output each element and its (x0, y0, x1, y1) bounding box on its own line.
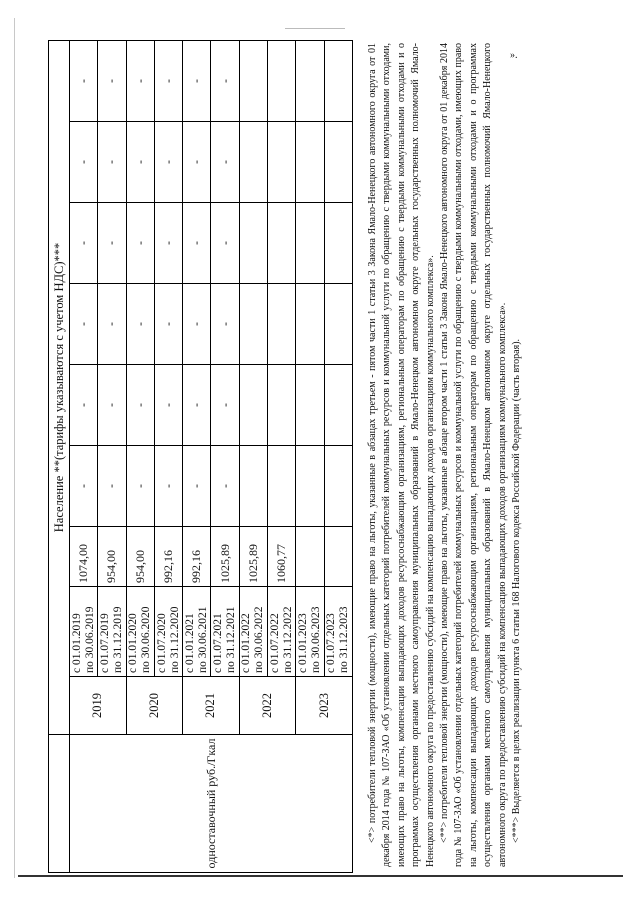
footnotes (366, 43, 524, 867)
tariff-value-cell: 1060,77 (268, 527, 296, 587)
data-cell (239, 40, 267, 121)
period-from: с 01.07.2023 (325, 613, 338, 673)
data-cell: - (98, 40, 126, 121)
data-cell: - (98, 446, 126, 527)
data-cell: - (154, 284, 182, 365)
footnote-1: <*> потребители тепловой энергии (мощности), имеющие право на льготы, указанные в абзацах третьем - пятом части 1 статьи 3 Закона Ямало-Ненецкого автономного округа от 01 декабря 2014 года № 107-ЗАО «Об установлении отдельных категорий потребителей коммунальных ресурсов и коммунальной услуги по обращению с твердыми коммунальными отходами, имеющих право на льготы, компенсации выпадающих доходов ресурсоснабжающим организациям, региональным операторам по обращению с твердыми коммунальными отходами и о программах осуществления органами местного самоуправления муниципальных образований в Ямало-Ненецком автономном округе отдельных государственных полномочий Ямало-Ненецкого автономного округа по предоставлению субсидий на компенсацию выпадающих доходов организациям коммунального комплекса». (367, 43, 436, 867)
data-cell (296, 122, 324, 203)
data-cell: - (70, 446, 98, 527)
data-cell (239, 203, 267, 284)
data-cell: - (211, 284, 239, 365)
period-to: по 30.06.2023 (310, 606, 323, 673)
data-cell (324, 122, 352, 203)
data-cell (268, 446, 296, 527)
data-cell (268, 203, 296, 284)
period-cell (239, 587, 267, 677)
data-cell (239, 284, 267, 365)
data-cell: - (154, 122, 182, 203)
data-cell (324, 284, 352, 365)
data-cell (296, 284, 324, 365)
data-cell: - (211, 40, 239, 121)
data-cell: - (183, 446, 211, 527)
footnote-3: <***> Выделяется в целях реализации пункта 6 статьи 168 Налогового кодекса Российской Федерации (часть вторая). (511, 338, 523, 843)
period-from: с 01.07.2019 (98, 613, 111, 673)
data-cell: - (98, 203, 126, 284)
year-cell: 2022 (239, 677, 296, 735)
data-cell: - (211, 203, 239, 284)
data-cell (296, 446, 324, 527)
scan-bottom-line (18, 875, 623, 877)
data-cell: - (183, 284, 211, 365)
period-to: по 31.12.2021 (225, 606, 238, 673)
data-cell (324, 40, 352, 121)
data-cell (239, 446, 267, 527)
tariff-value-cell: 992,16 (183, 527, 211, 587)
period-cell (183, 587, 211, 677)
data-cell: - (126, 122, 154, 203)
data-cell: - (70, 203, 98, 284)
data-cell (268, 122, 296, 203)
data-cell (324, 446, 352, 527)
period-to: по 30.06.2021 (196, 606, 209, 673)
data-cell: - (154, 365, 182, 446)
data-cell: - (126, 40, 154, 121)
data-cell: - (126, 203, 154, 284)
period-from: с 01.01.2023 (297, 613, 310, 673)
data-cell: - (183, 40, 211, 121)
data-cell (324, 203, 352, 284)
data-cell: - (154, 203, 182, 284)
data-cell (296, 365, 324, 446)
data-cell: - (183, 203, 211, 284)
data-cell: - (70, 40, 98, 121)
period-cell (70, 587, 98, 677)
data-cell: - (126, 365, 154, 446)
period-cell (98, 587, 126, 677)
footnote-2: <**> потребители тепловой энергии (мощности), имеющие право на льготы, указанные в абзаце втором части 1 статьи 3 Закона Ямало-Ненецкого автономного округа от 01 декабря 2014 года № 107-ЗАО «Об установлении отдельных категорий потребителей коммунальных ресурсов и коммунальной услуги по обращению с твердыми коммунальными отходами, имеющих право на льготы, компенсации выпадающих доходов ресурсоснабжающим организациям, региональным операторам по обращению с твердыми коммунальными отходами и о программах осуществления органами местного самоуправления муниципальных образований в Ямало-Ненецком автономном округе отдельных государственных полномочий Ямало-Ненецкого автономного округа по предоставлению субсидий на компенсацию выпадающих доходов организациям коммунального комплекса». (439, 43, 508, 867)
table-row (70, 40, 98, 872)
tariff-value-cell: 1074,00 (70, 527, 98, 587)
data-cell: - (126, 284, 154, 365)
period-cell (296, 587, 324, 677)
data-cell: - (98, 122, 126, 203)
data-cell: - (154, 40, 182, 121)
data-cell: - (70, 365, 98, 446)
data-cell (268, 284, 296, 365)
period-to: по 30.06.2020 (140, 606, 153, 673)
data-cell (239, 365, 267, 446)
period-to: по 31.12.2020 (168, 606, 181, 673)
period-to: по 31.12.2023 (338, 606, 351, 673)
data-cell: - (70, 284, 98, 365)
period-to: по 31.12.2019 (111, 606, 124, 673)
data-cell (296, 203, 324, 284)
rotated-document-page (48, 23, 578, 873)
period-to: по 30.06.2022 (253, 606, 266, 673)
data-cell: - (70, 122, 98, 203)
data-cell: - (211, 446, 239, 527)
data-cell: - (154, 446, 182, 527)
period-from: с 01.07.2022 (268, 613, 281, 673)
data-cell: - (98, 284, 126, 365)
tariff-value-cell: 992,16 (154, 527, 182, 587)
tariff-table (48, 40, 353, 873)
unit-cell: одноставочный руб./Гкал (70, 735, 353, 873)
year-cell: 2019 (70, 677, 127, 735)
period-cell (126, 587, 154, 677)
period-from: с 01.07.2021 (212, 613, 225, 673)
blank-header-cell (49, 735, 70, 873)
period-cell (154, 587, 182, 677)
data-cell (268, 40, 296, 121)
data-cell: - (183, 365, 211, 446)
data-cell (268, 365, 296, 446)
tariff-value-cell (296, 527, 324, 587)
tariff-value-cell: 1025,89 (239, 527, 267, 587)
data-cell: - (183, 122, 211, 203)
period-to: по 30.06.2019 (83, 606, 96, 673)
period-cell (211, 587, 239, 677)
period-to: по 31.12.2022 (281, 606, 294, 673)
period-from: с 01.01.2021 (183, 613, 196, 673)
data-cell: - (98, 365, 126, 446)
year-cell: 2020 (126, 677, 183, 735)
data-cell (239, 122, 267, 203)
data-cell: - (211, 122, 239, 203)
tariff-value-cell (324, 527, 352, 587)
period-from: с 01.01.2020 (127, 613, 140, 673)
year-cell: 2023 (296, 677, 353, 735)
data-cell: - (126, 446, 154, 527)
period-from: с 01.01.2019 (70, 613, 83, 673)
tariff-value-cell: 954,00 (126, 527, 154, 587)
data-cell (324, 365, 352, 446)
data-cell: - (211, 365, 239, 446)
period-cell (324, 587, 352, 677)
margin-mark: ». (510, 50, 518, 61)
data-cell (296, 40, 324, 121)
period-from: с 01.01.2022 (240, 613, 253, 673)
tariff-value-cell: 1025,89 (211, 527, 239, 587)
tariff-value-cell: 954,00 (98, 527, 126, 587)
period-cell (268, 587, 296, 677)
table-header: Население **(тарифы указываются с учетом НДС)*** (49, 40, 70, 734)
scan-edge-line (14, 18, 15, 878)
period-from: с 01.07.2020 (155, 613, 168, 673)
year-cell: 2021 (183, 677, 240, 735)
